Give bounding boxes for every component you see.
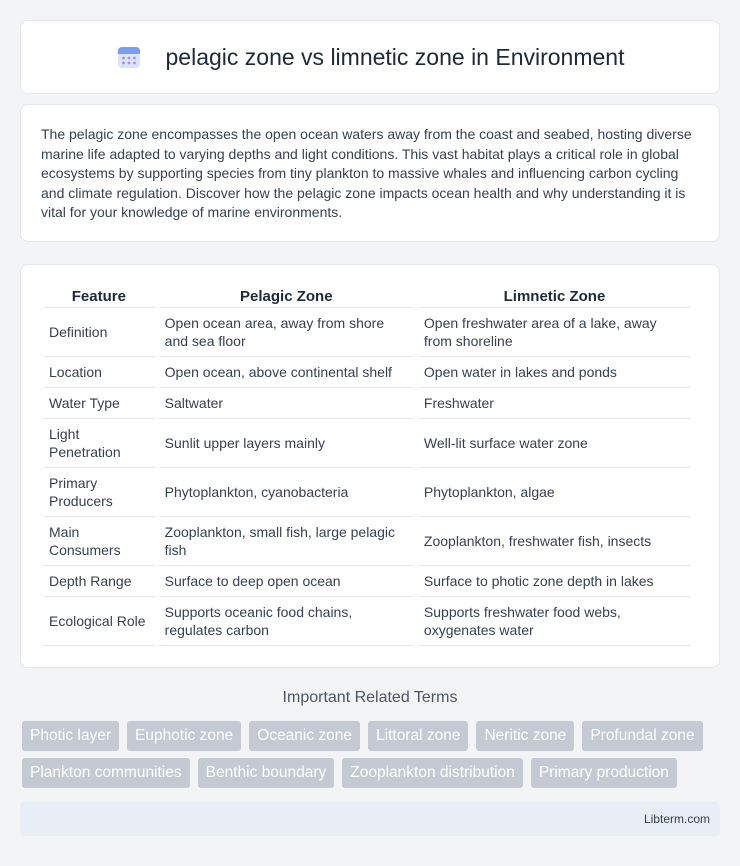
table-row <box>43 566 691 597</box>
footer <box>20 802 720 836</box>
limnetic-cell: Freshwater <box>418 388 691 419</box>
comparison-card <box>20 264 720 668</box>
related-terms-title: Important Related Terms <box>282 689 458 706</box>
pelagic-cell: Supports oceanic food chains, regulates carbon <box>159 597 414 646</box>
header-card <box>20 20 720 94</box>
tag-zooplankton-distribution[interactable]: Zooplankton distribution <box>342 758 523 788</box>
tag-row <box>22 721 722 751</box>
page-title: pelagic zone vs limnetic zone in Environment <box>165 43 625 70</box>
table-row <box>43 388 691 419</box>
calendar-icon <box>116 44 142 70</box>
intro-card <box>20 104 720 242</box>
related-terms <box>22 721 722 795</box>
limnetic-cell: Supports freshwater food webs, oxygenates water <box>418 597 691 646</box>
header-limnetic: Limnetic Zone <box>418 283 691 308</box>
intro-text: The pelagic zone encompasses the open ocean waters away from the coast and seabed, hosting diverse marine life adapted to varying depths and light conditions. This vast habitat plays a critical role in global ecosystems by supporting species from tiny plankton to massive whales and influencing carbon cycling and climate regulation. Discover how the pelagic zone impacts ocean health and why understanding it is vital for your knowledge of marine environments. <box>41 126 692 220</box>
limnetic-cell: Phytoplankton, algae <box>418 468 691 517</box>
footer-site-link[interactable]: Libterm.com <box>643 812 710 826</box>
tag-row <box>22 758 722 788</box>
tag-plankton-communities[interactable]: Plankton communities <box>22 758 190 788</box>
feature-cell: Depth Range <box>43 566 155 597</box>
table-row <box>43 308 691 357</box>
pelagic-cell: Surface to deep open ocean <box>159 566 414 597</box>
table-row <box>43 597 691 646</box>
pelagic-cell: Zooplankton, small fish, large pelagic fish <box>159 517 414 566</box>
feature-cell: Water Type <box>43 388 155 419</box>
limnetic-cell: Open freshwater area of a lake, away from shoreline <box>418 308 691 357</box>
table-row <box>43 419 691 468</box>
feature-cell: Light Penetration <box>43 419 155 468</box>
pelagic-cell: Saltwater <box>159 388 414 419</box>
tag-benthic-boundary[interactable]: Benthic boundary <box>198 758 335 788</box>
tag-neritic-zone[interactable]: Neritic zone <box>476 721 574 751</box>
tag-profundal-zone[interactable]: Profundal zone <box>582 721 702 751</box>
feature-cell: Location <box>43 357 155 388</box>
limnetic-cell: Surface to photic zone depth in lakes <box>418 566 691 597</box>
table-row <box>43 357 691 388</box>
limnetic-cell: Well-lit surface water zone <box>418 419 691 468</box>
feature-cell: Ecological Role <box>43 597 155 646</box>
comparison-table <box>39 283 695 646</box>
feature-cell: Main Consumers <box>43 517 155 566</box>
feature-cell: Definition <box>43 308 155 357</box>
table-row <box>43 517 691 566</box>
tag-littoral-zone[interactable]: Littoral zone <box>368 721 468 751</box>
limnetic-cell: Open water in lakes and ponds <box>418 357 691 388</box>
table-header-row <box>43 283 691 308</box>
pelagic-cell: Phytoplankton, cyanobacteria <box>159 468 414 517</box>
table-row <box>43 468 691 517</box>
pelagic-cell: Sunlit upper layers mainly <box>159 419 414 468</box>
header-pelagic: Pelagic Zone <box>159 283 414 308</box>
header-feature: Feature <box>43 283 155 308</box>
tag-oceanic-zone[interactable]: Oceanic zone <box>249 721 360 751</box>
feature-cell: Primary Producers <box>43 468 155 517</box>
tag-primary-production[interactable]: Primary production <box>531 758 677 788</box>
tag-photic-layer[interactable]: Photic layer <box>22 721 119 751</box>
pelagic-cell: Open ocean, above continental shelf <box>159 357 414 388</box>
limnetic-cell: Zooplankton, freshwater fish, insects <box>418 517 691 566</box>
tag-euphotic-zone[interactable]: Euphotic zone <box>127 721 241 751</box>
pelagic-cell: Open ocean area, away from shore and sea floor <box>159 308 414 357</box>
